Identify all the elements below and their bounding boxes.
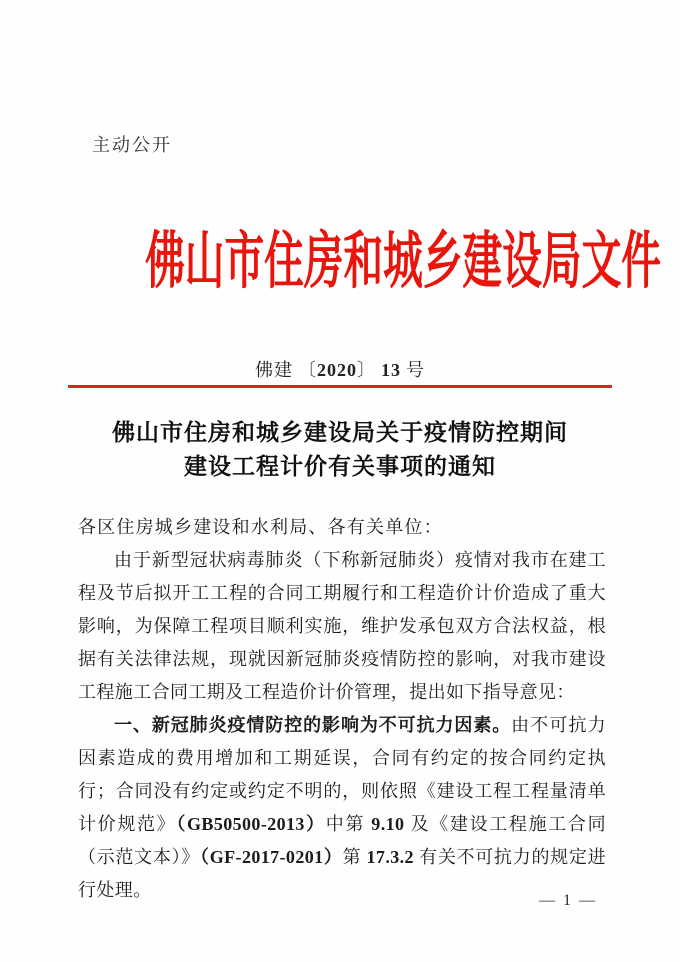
standard-code-gb50500: （GB50500-2013）	[176, 814, 326, 834]
doc-number-year: 2020	[317, 360, 357, 380]
clause-number-9-10: 9.10	[371, 814, 405, 834]
doc-number-close-bracket: 〕	[357, 360, 376, 380]
item-1-text-segment: 中第	[325, 814, 372, 834]
doc-number-value: 13	[381, 360, 401, 380]
standard-code-gf-2017: （GF-2017-0201）	[200, 847, 343, 867]
item-1-text-segment: 第	[342, 847, 367, 867]
document-number	[0, 356, 680, 382]
paragraph-intro: 由于新型冠状病毒肺炎（下称新冠肺炎）疫情对我市在建工程及节后拟开工工程的合同工期履行和工程造价计价造成了重大影响，为保障工程项目顺利实施，维护发承包双方合法权益，根据有关法律法规，现就因新冠肺炎疫情防控的影响，对我市建设工程施工合同工期及工程造价计价管理，提出如下指导意见：	[78, 550, 606, 702]
agency-header	[0, 228, 680, 296]
document-title	[0, 416, 680, 484]
document-title-line1: 佛山市住房和城乡建设局关于疫情防控期间	[112, 420, 568, 445]
doc-number-prefix: 佛建	[255, 360, 293, 380]
doc-number-open-bracket: 〔	[298, 360, 317, 380]
salutation: 各区住房城乡建设和水利局、各有关单位：	[78, 517, 443, 537]
document-body	[78, 511, 606, 907]
document-title-line2: 建设工程计价有关事项的通知	[184, 454, 496, 479]
classification-label: 主动公开	[92, 135, 172, 155]
item-1-heading: 一、新冠肺炎疫情防控的影响为不可抗力因素。	[114, 715, 512, 735]
red-divider-line	[68, 385, 612, 388]
paragraph-item-1	[78, 709, 606, 907]
item-1-text-segment: 由不可抗力因素造成的费用增加和工期延误，合同有约定的按合同约定执行；合同没有约定或约定不明的，则依照《建设工程工程量清单计价规范》	[78, 715, 607, 834]
page-number: — 1 —	[539, 892, 597, 909]
item-1-text-segment: 有关不可抗力的规定进行处理。	[78, 847, 606, 900]
clause-number-17-3-2: 17.3.2	[366, 847, 414, 867]
agency-header-title: 佛山市住房和城乡建设局文件	[145, 228, 661, 296]
item-1-text-segment: 及《建设工程施工合同（示范文本）》	[78, 814, 607, 867]
doc-number-suffix: 号	[406, 360, 425, 380]
